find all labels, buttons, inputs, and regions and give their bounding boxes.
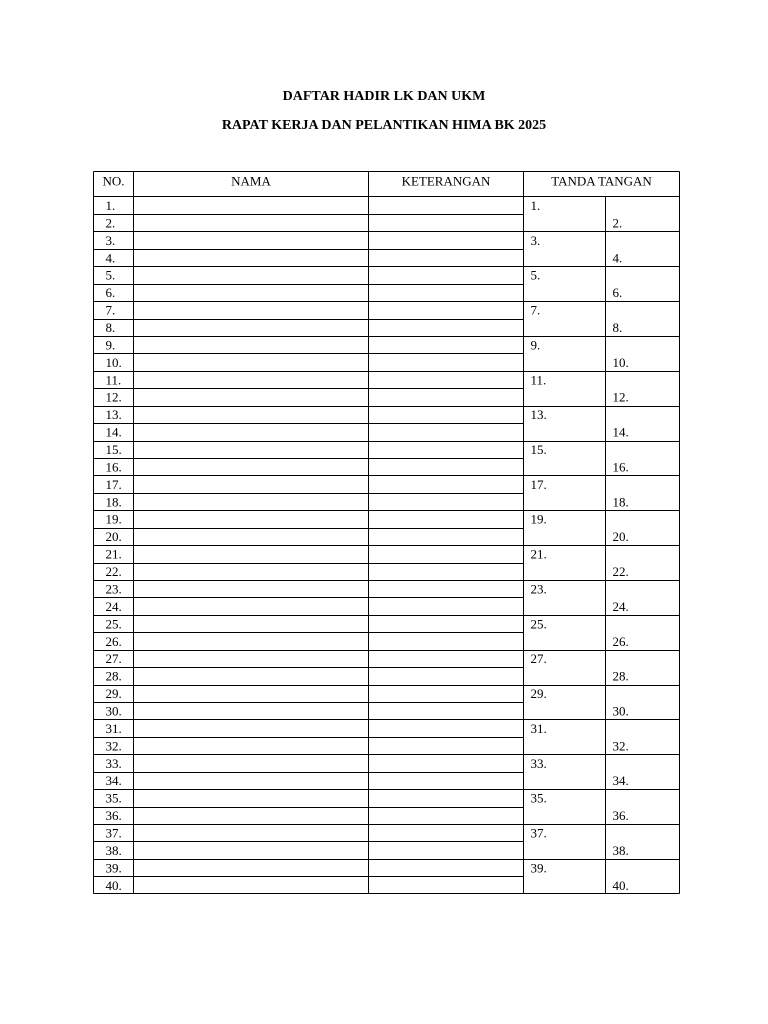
signature-number: 19. [530,511,547,527]
row-number: 34. [105,773,122,789]
signature-number: 5. [530,267,541,283]
signature-number: 24. [612,598,629,614]
signature-number: 16. [612,459,629,475]
row-number: 36. [105,808,122,824]
signature-number: 23. [530,581,547,597]
row-number: 12. [105,389,122,405]
row-number: 19. [105,511,122,527]
header-keterangan: KETERANGAN [401,173,491,189]
signature-number: 10. [612,354,629,370]
header-no: NO. [102,173,125,189]
row-number: 40. [105,877,122,893]
row-number: 15. [105,442,122,458]
signature-number: 39. [530,860,547,876]
signature-number: 4. [612,250,623,266]
signature-number: 7. [530,302,541,318]
signature-number: 35. [530,790,547,806]
row-number: 13. [105,407,122,423]
signature-number: 34. [612,773,629,789]
signature-number: 27. [530,651,547,667]
row-number: 37. [105,825,122,841]
row-number: 6. [105,285,116,301]
signature-number: 8. [612,320,623,336]
signature-number: 14. [612,424,629,440]
header-tanda-tangan: TANDA TANGAN [551,173,652,189]
row-number: 25. [105,616,122,632]
row-number: 38. [105,842,122,858]
row-number: 32. [105,738,122,754]
signature-number: 12. [612,389,629,405]
signature-number: 28. [612,668,629,684]
signature-number: 38. [612,842,629,858]
row-number: 8. [105,320,116,336]
document-title: DAFTAR HADIR LK DAN UKM [282,89,486,104]
signature-number: 31. [530,720,547,736]
signature-number: 3. [530,232,541,248]
signature-number: 20. [612,529,629,545]
row-number: 30. [105,703,122,719]
row-number: 16. [105,459,122,475]
row-number: 11. [105,372,122,388]
row-number: 1. [105,198,116,213]
signature-number: 40. [612,877,629,893]
row-number: 7. [105,302,116,318]
signature-number: 36. [612,808,629,824]
header-nama: NAMA [231,173,271,189]
row-number: 10. [105,354,122,370]
row-number: 26. [105,633,122,649]
signature-number: 37. [530,825,547,841]
signature-number: 6. [612,285,623,301]
signature-number: 11. [530,372,547,388]
row-number: 14. [105,424,122,440]
row-number: 20. [105,529,122,545]
row-number: 3. [105,232,116,248]
signature-number: 21. [530,546,547,562]
row-number: 23. [105,581,122,597]
signature-number: 17. [530,476,547,492]
row-number: 22. [105,564,122,580]
signature-number: 25. [530,616,547,632]
signature-number: 32. [612,738,629,754]
signature-number: 30. [612,703,629,719]
signature-number: 29. [530,686,547,702]
row-number: 5. [105,267,116,283]
document-subtitle: RAPAT KERJA DAN PELANTIKAN HIMA BK 2025 [221,118,547,133]
signature-number: 9. [530,337,541,353]
row-number: 31. [105,720,122,736]
row-number: 35. [105,790,122,806]
signature-number: 1. [530,198,541,213]
signature-number: 33. [530,755,547,771]
row-number: 33. [105,755,122,771]
signature-number: 13. [530,407,547,423]
row-number: 4. [105,250,116,266]
row-number: 27. [105,651,122,667]
signature-number: 15. [530,442,547,458]
row-number: 18. [105,494,122,510]
signature-number: 26. [612,633,629,649]
row-number: 9. [105,337,116,353]
row-number: 29. [105,686,122,702]
row-number: 21. [105,546,122,562]
row-number: 17. [105,476,122,492]
signature-number: 22. [612,564,629,580]
row-number: 39. [105,860,122,876]
row-number: 2. [105,215,116,231]
row-number: 28. [105,668,122,684]
row-number: 24. [105,598,122,614]
signature-number: 2. [612,215,623,231]
signature-number: 18. [612,494,629,510]
